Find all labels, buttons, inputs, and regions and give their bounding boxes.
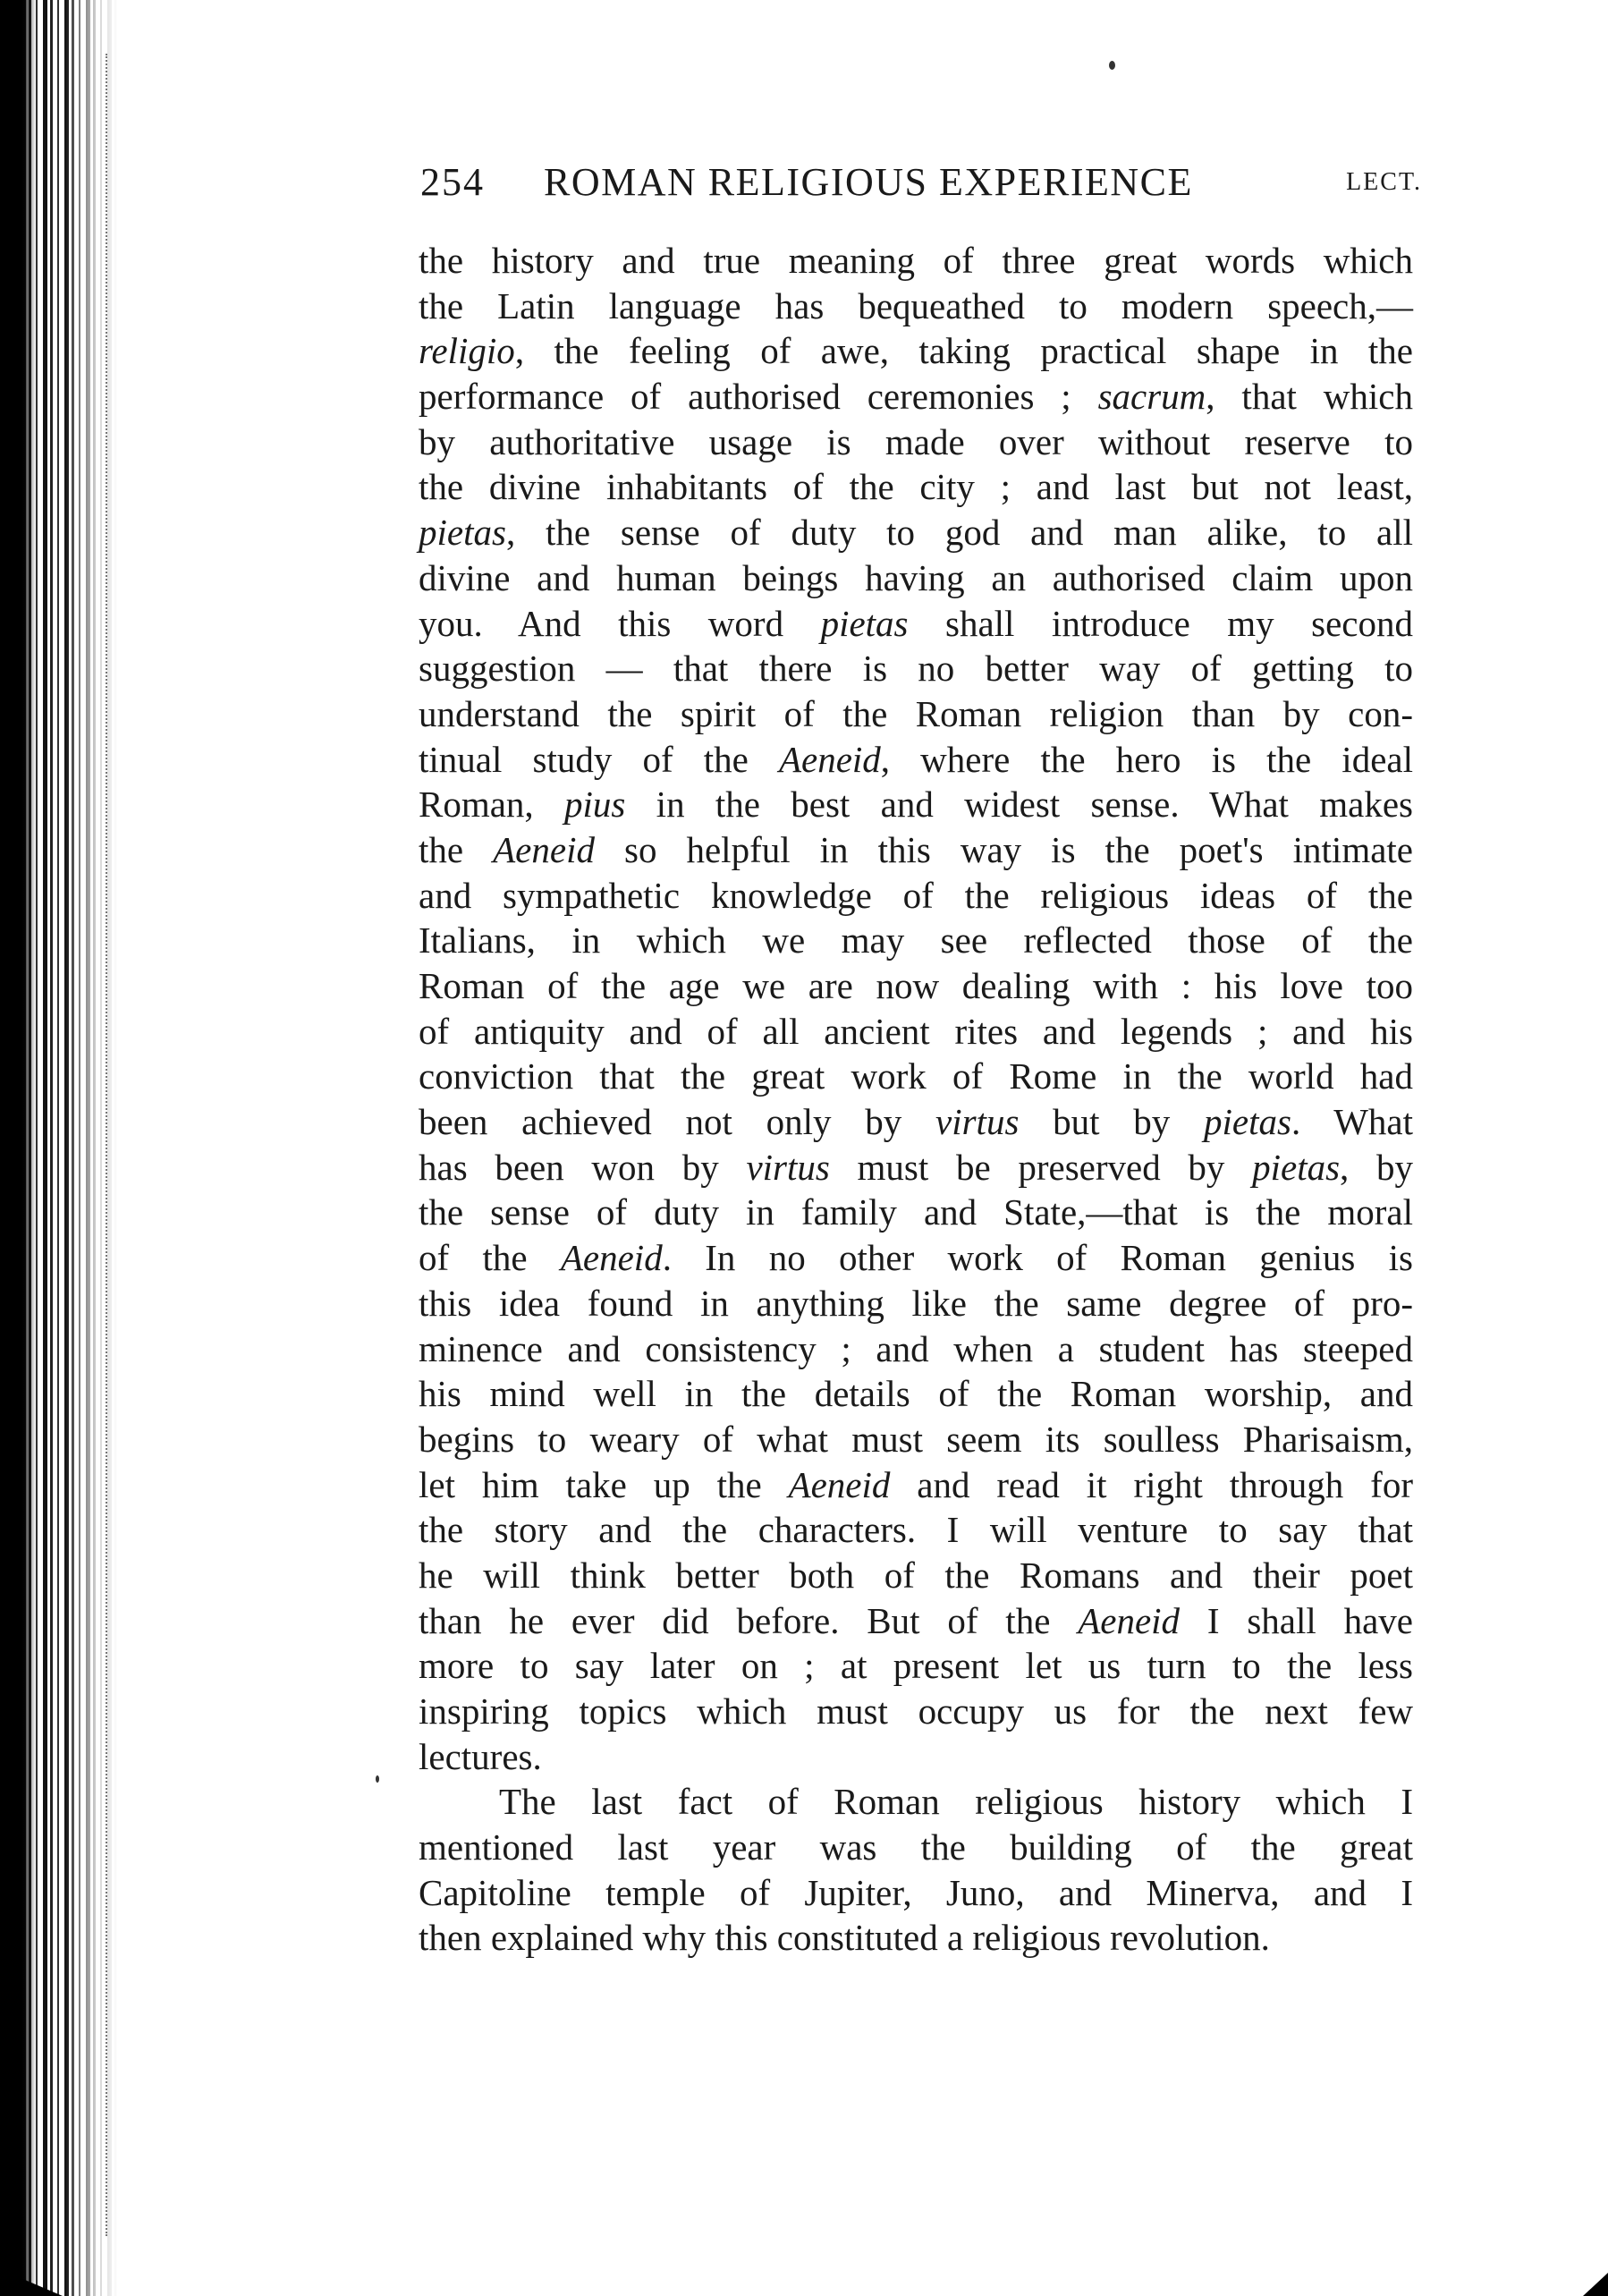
text-run: , by bbox=[1340, 1146, 1413, 1188]
text-line bbox=[419, 1009, 1413, 1055]
text-run: suggestion — that there is no better way of getting to bbox=[419, 648, 1413, 690]
text-run: tinual study of the bbox=[419, 738, 779, 780]
italic-word: Aeneid bbox=[1078, 1599, 1181, 1641]
text-run: The last fact of Roman religious history which I bbox=[499, 1781, 1413, 1823]
text-line bbox=[419, 963, 1413, 1009]
italic-word: pius bbox=[564, 784, 626, 826]
text-run: conviction that the great work of Rome in the world had bbox=[419, 1055, 1413, 1097]
text-line bbox=[419, 1870, 1413, 1916]
page-gutter-shadow bbox=[0, 0, 36, 2296]
text-line bbox=[419, 1326, 1413, 1372]
ink-speck bbox=[1109, 61, 1115, 70]
text-run: this idea found in anything like the same degree of pro- bbox=[419, 1282, 1413, 1324]
text-run: . What bbox=[1291, 1101, 1413, 1143]
text-line bbox=[419, 601, 1413, 647]
italic-word: religio bbox=[419, 330, 515, 372]
italic-word: Aeneid bbox=[788, 1463, 891, 1505]
text-line bbox=[419, 737, 1413, 783]
paragraph bbox=[419, 238, 1413, 1779]
text-line bbox=[419, 238, 1413, 284]
text-run: the sense of duty in family and State,—that is the moral bbox=[419, 1191, 1413, 1233]
text-line bbox=[419, 1417, 1413, 1462]
running-header bbox=[420, 159, 1422, 213]
text-line bbox=[419, 1099, 1413, 1145]
italic-word: pietas bbox=[419, 512, 506, 554]
text-run: understand the spirit of the Roman religion than by con- bbox=[419, 692, 1413, 734]
page-number: 254 bbox=[420, 160, 485, 204]
text-line bbox=[419, 1598, 1413, 1644]
text-line bbox=[419, 1553, 1413, 1598]
italic-word: Aeneid bbox=[778, 738, 881, 780]
paragraph bbox=[419, 1779, 1413, 1961]
text-run: I shall have bbox=[1180, 1599, 1414, 1641]
text-run: by authoritative usage is made over without reserve to bbox=[419, 420, 1413, 462]
text-run: and read it right through for bbox=[890, 1463, 1413, 1505]
text-line bbox=[419, 1145, 1413, 1190]
text-run: you. And this word bbox=[419, 602, 821, 644]
running-tag: LECT. bbox=[1346, 168, 1422, 196]
text-line bbox=[419, 1779, 1413, 1825]
text-run: let him take up the bbox=[419, 1463, 789, 1505]
text-line bbox=[419, 1054, 1413, 1099]
text-line bbox=[419, 1915, 1413, 1961]
text-run: of the bbox=[419, 1237, 561, 1279]
text-line bbox=[419, 1235, 1413, 1281]
text-line bbox=[419, 510, 1413, 555]
text-run: , where the hero is the ideal bbox=[880, 738, 1413, 780]
text-run: of antiquity and of all ancient rites and legends ; and his bbox=[419, 1010, 1413, 1052]
text-run: and sympathetic knowledge of the religious ideas of the bbox=[419, 874, 1413, 916]
text-run: performance of authorised ceremonies ; bbox=[419, 376, 1098, 418]
italic-word: Aeneid bbox=[493, 828, 595, 870]
text-run: , the feeling of awe, taking practical shape in the bbox=[514, 330, 1413, 372]
text-line bbox=[419, 873, 1413, 919]
text-run: the story and the characters. I will venture to say that bbox=[419, 1509, 1413, 1551]
italic-word: Aeneid bbox=[560, 1237, 663, 1279]
text-run: than he ever did before. But of the bbox=[419, 1599, 1079, 1641]
text-run: his mind well in the details of the Roman worship, and bbox=[419, 1373, 1413, 1415]
text-line bbox=[419, 328, 1413, 374]
gutter-edge bbox=[106, 54, 111, 2236]
text-run: he will think better both of the Romans and their poet bbox=[419, 1554, 1413, 1596]
text-line bbox=[419, 1190, 1413, 1235]
text-line bbox=[419, 646, 1413, 691]
text-line bbox=[419, 827, 1413, 873]
ink-speck bbox=[376, 1775, 379, 1783]
text-run: begins to weary of what must seem its soulless Pharisaism, bbox=[419, 1418, 1413, 1460]
text-line bbox=[419, 284, 1413, 329]
text-run: in the best and widest sense. What makes bbox=[625, 784, 1413, 826]
text-line bbox=[419, 1734, 1413, 1780]
italic-word: pietas bbox=[820, 602, 909, 644]
text-run: Italians, in which we may see reflected those of the bbox=[419, 919, 1413, 962]
text-line bbox=[419, 1462, 1413, 1508]
text-run: Roman, bbox=[419, 784, 564, 826]
corner-mark-right bbox=[1583, 2273, 1608, 2296]
text-line bbox=[419, 419, 1413, 465]
text-run: Roman of the age we are now dealing with : his love too bbox=[419, 965, 1413, 1006]
text-run: mentioned last year was the building of the great bbox=[419, 1826, 1413, 1868]
italic-word: pietas bbox=[1204, 1101, 1291, 1143]
text-run: shall introduce my second bbox=[908, 602, 1413, 644]
text-run: the bbox=[419, 828, 494, 870]
text-run: has been won by bbox=[419, 1146, 747, 1188]
italic-word: pietas bbox=[1252, 1146, 1341, 1188]
text-line bbox=[419, 1371, 1413, 1417]
text-run: inspiring topics which must occupy us for the next few bbox=[419, 1690, 1413, 1732]
text-run: must be preserved by bbox=[829, 1146, 1253, 1188]
text-run: more to say later on ; at present let us turn to the less bbox=[419, 1645, 1413, 1687]
text-line bbox=[419, 782, 1413, 827]
text-line bbox=[419, 555, 1413, 601]
body-text bbox=[419, 238, 1413, 1961]
text-run: , that which bbox=[1206, 376, 1413, 418]
text-run: been achieved not only by bbox=[419, 1101, 936, 1143]
corner-mark-left bbox=[0, 2269, 63, 2296]
text-line bbox=[419, 691, 1413, 737]
text-run: lectures. bbox=[419, 1735, 542, 1777]
text-run: so helpful in this way is the poet's intimate bbox=[594, 828, 1413, 870]
text-line bbox=[419, 1825, 1413, 1870]
text-line bbox=[419, 464, 1413, 510]
text-run: but by bbox=[1019, 1101, 1205, 1143]
text-line bbox=[419, 1689, 1413, 1734]
running-title: ROMAN RELIGIOUS EXPERIENCE bbox=[544, 160, 1193, 204]
text-run: the history and true meaning of three great words which bbox=[419, 240, 1413, 281]
text-run: the divine inhabitants of the city ; and last but not least, bbox=[419, 466, 1413, 508]
italic-word: virtus bbox=[935, 1101, 1020, 1143]
text-run: , the sense of duty to god and man alike, to all bbox=[505, 512, 1413, 554]
text-line bbox=[419, 374, 1413, 419]
text-run: the Latin language has bequeathed to modern speech,— bbox=[419, 284, 1413, 326]
text-line bbox=[419, 918, 1413, 963]
text-line bbox=[419, 1507, 1413, 1553]
text-run: divine and human beings having an authorised claim upon bbox=[419, 556, 1413, 598]
text-run: then explained why this constituted a religious revolution. bbox=[419, 1917, 1270, 1959]
text-line bbox=[419, 1281, 1413, 1326]
text-line bbox=[419, 1643, 1413, 1689]
text-run: minence and consistency ; and when a student has steeped bbox=[419, 1327, 1413, 1369]
text-run: . In no other work of Roman genius is bbox=[662, 1237, 1414, 1279]
text-run: Capitoline temple of Jupiter, Juno, and Minerva, and I bbox=[419, 1871, 1413, 1913]
italic-word: sacrum bbox=[1097, 376, 1206, 418]
italic-word: virtus bbox=[746, 1146, 830, 1188]
